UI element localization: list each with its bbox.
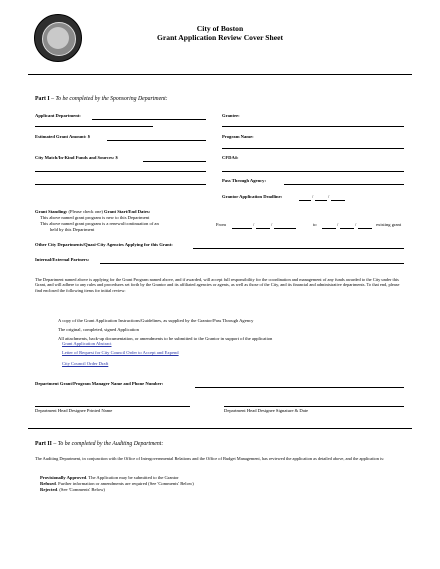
designee-name-field[interactable] (35, 406, 190, 407)
grant-standing-row: Grant Standing: (Please check one) Grant Start/End Dates: (35, 209, 151, 214)
end-date-year-field[interactable] (358, 228, 372, 229)
start-date-year-field[interactable] (274, 228, 296, 229)
end-date-day-field[interactable] (340, 228, 354, 229)
cfda-field[interactable] (222, 171, 404, 172)
partners-label: Internal/External Partners: (35, 257, 90, 262)
part1-heading: Part I – To be completed by the Sponsoring Department: (35, 96, 168, 102)
existing-grant-label: existing grant (376, 222, 402, 227)
item-attachments: All attachments, back-up documentation, or amendments to be submitted to the Grantor in support of the application (58, 336, 273, 341)
start-date-month-field[interactable] (232, 228, 252, 229)
end-date-month-field[interactable] (322, 228, 336, 229)
program-name-label: Program Name: (222, 134, 254, 139)
status-refused[interactable]: Refused. Further information or amendments are required (See 'Comments' Below) (40, 481, 194, 486)
designee-name-label: Department Head Designee Printed Name (35, 408, 113, 413)
city-match-field[interactable] (143, 161, 206, 162)
other-agencies-label: Other City Departments/Quasi-City Agencies Applying for this Grant: (35, 242, 173, 247)
city-match-field-3[interactable] (35, 184, 206, 185)
deadline-month-field[interactable] (299, 200, 311, 201)
grant-abstract-link[interactable]: Grant Application Abstract (62, 341, 112, 346)
deadline-year-field[interactable] (331, 200, 345, 201)
status-rejected[interactable]: Rejected. (See 'Comments' Below) (40, 487, 105, 492)
grant-standing-renewal-option-cont: held by this Department (50, 227, 95, 232)
grant-standing-new-option[interactable]: This above named grant program is new to this Department (40, 215, 150, 220)
manager-field[interactable] (195, 387, 404, 388)
estimated-grant-amount-label: Estimated Grant Amount: $ (35, 134, 90, 139)
city-match-label: City Match/In-Kind Funds and Sources: $ (35, 155, 118, 160)
designee-signature-field[interactable] (224, 406, 404, 407)
audit-paragraph: The Auditing Department, in conjunction with the Office of Intergovernmental Relations and the Office of Budget Management, has reviewed the application as detailed above, and the application is: (35, 456, 385, 461)
other-agencies-field[interactable] (193, 248, 404, 249)
part2-rule (28, 428, 412, 429)
header-rule (28, 74, 412, 75)
city-match-field-2[interactable] (35, 171, 206, 172)
council-order-draft-link[interactable]: City Council Order Draft (62, 361, 109, 366)
item-instructions: A copy of the Grant Application Instructions/Guidelines, as supplied by the Grantor/Pass Through Agency (58, 318, 254, 323)
responsibility-paragraph: The Department named above is applying for the Grant Program named above, and if awarded, will accept full responsibility for the coordination and management of any funds awarded to the City under this Grant, and will adhere to any rules and procedures set forth by the Grantor and its affiliated agencies or agents, as well as those of the City, and its financial and administrative departments. To that end, please find enclosed the following items for initial review: (35, 277, 400, 293)
status-provisionally-approved[interactable]: Provisionally Approved. The Application may be submitted to the Grantor (40, 475, 179, 480)
page-title: Grant Application Review Cover Sheet (157, 33, 283, 42)
council-order-request-link[interactable]: Letter of Request for City Council Order to Accept and Expend (62, 350, 179, 355)
partners-field[interactable] (100, 263, 404, 264)
designee-signature-label: Department Head Designee Signature & Date (224, 408, 309, 413)
program-name-field[interactable] (222, 148, 404, 149)
city-name: City of Boston (196, 24, 244, 33)
cfda-label: CFDA#: (222, 155, 239, 160)
grantee-field[interactable] (222, 126, 404, 127)
applicant-department-label: Applicant Department: (35, 113, 81, 118)
estimated-grant-amount-field[interactable] (107, 140, 206, 141)
grantee-label: Grantee: (222, 113, 240, 118)
applicant-department-field-2[interactable] (35, 126, 153, 127)
deadline-day-field[interactable] (315, 200, 327, 201)
pass-through-agency-field[interactable] (284, 184, 404, 185)
grantor-deadline-label: Grantor Application Deadline: (222, 194, 283, 199)
item-original-application: The original, completed, signed Application (58, 327, 139, 332)
pass-through-agency-label: Pass Through Agency: (222, 178, 266, 183)
grant-standing-renewal-option[interactable]: This above named grant program is a renewal/continuation of an (40, 221, 159, 226)
applicant-department-field[interactable] (92, 119, 206, 120)
start-date-label: From (216, 222, 226, 227)
start-date-day-field[interactable] (256, 228, 270, 229)
end-date-to-label: to (313, 222, 317, 227)
part2-heading: Part II – To be completed by the Auditing Department: (35, 441, 164, 447)
manager-label: Department Grant/Program Manager Name and Phone Number: (35, 381, 164, 386)
